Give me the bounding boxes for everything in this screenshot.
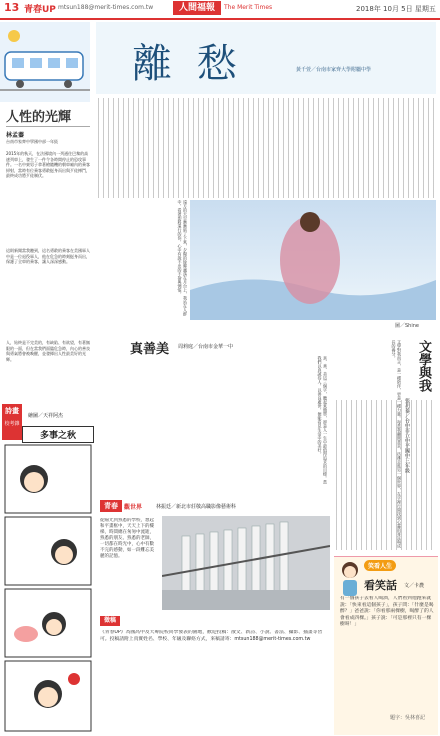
feature-title: 離 愁: [132, 41, 243, 87]
mid-article-author: 周莉庭／台南市金華一中: [178, 344, 234, 350]
photo-feature-caption: 從陽光到熟悉的學校，想起和平畫框中，天天上下的樓梯，時間總在匆匆中流逝，熟悉的朋友、熟悉的老師，一切都在時光中，心中有數不完的感動，如一段難忘美麗的記憶。: [100, 518, 154, 559]
train-icon: [0, 22, 90, 102]
photo-feature-credit: 林振廷／新北市莊敬高職影像藝術科: [156, 504, 237, 510]
section-name: 青春UP: [24, 5, 56, 15]
feature-caption: 圖／Shine: [395, 323, 419, 329]
page-number: 13: [4, 1, 20, 14]
left-article-para1: 2015年的秋天，在法國境內一列通往巴黎的高速列車上，發生了一件令各時間停止的恐攻事件。一名中東男子拿著槍隨機的朝車廂內的乘客掃射，當時有位乘客勇敢挺身而出與歹徒搏鬥，最終成功將歹徒制伏。: [6, 151, 90, 178]
feature-illustration: [190, 200, 436, 320]
issue-date: 2018年 10月 5日 星期五: [356, 5, 436, 13]
comic-credit: 繪圖／天祥阿杰: [28, 413, 64, 419]
notice-body: 《青春UP》為國高中及大專院校同學發表的園地，歡迎投稿：散文、新詩、小說、書法、攝影、插畫等皆可。投稿請附上真實姓名、學校、年級及聯絡方式，來稿請寄：mtsun188@merit-times.com.tw: [100, 630, 323, 642]
train-illustration: [0, 22, 90, 102]
photo-feature-label: 青春: [100, 500, 122, 512]
right-article-columns: [332, 400, 432, 550]
feature-body-columns: [98, 98, 434, 198]
right-article-title: 文學與我: [416, 340, 431, 392]
masthead-logo: 人間福報: [173, 1, 221, 15]
comic-strip: [4, 444, 92, 732]
comic-label-left: 詩畫: [5, 407, 19, 415]
left-article-para2: 這則新聞當我聽到，這名勇敢的乘客在美國軍人中是一位退役軍人，他在危急的時刻挺身而出，保護了全車的乘客，讓人深深感動。: [6, 248, 90, 264]
left-article-title: 人性的光輝: [6, 110, 72, 125]
masthead-english: The Merit Times: [224, 4, 273, 11]
left-article-school: 台南市家齊中學國中部一年級: [6, 139, 58, 144]
comic-label-right: 校考雜: [4, 421, 20, 427]
right-article-author: 張玥蓁／台中市立中平國中三年級: [404, 398, 410, 473]
title-rule: [6, 126, 90, 127]
joke-author: 文／卡農: [404, 583, 425, 589]
right-article-body: 文學對我而言，是一種陪伴，更是一種力量。每當我翻開書頁，彷彿走進另一個世界，在字裡行間找到心靈的寄託與成長的養分。: [391, 340, 402, 548]
notice-label: 徵稿: [100, 616, 120, 626]
photo-stairs: [162, 516, 330, 610]
left-article-para3: 人，始終是不完美的，有缺陷、有欲望，有著無限的一面，但在當我們面臨危急時，內心的善良與勇氣將會被喚醒，並發揮出人性最美好的光輝。: [6, 340, 90, 362]
joke-badge: 笑看人生: [364, 560, 396, 571]
joke-character: [338, 560, 362, 600]
feature-body: 遠方的天空漸漸暗了下來，夕陽的餘暉灑落在月台上，我站在人群中，看著即將遠行的你，心中有說不出的不捨與惆悵。: [177, 200, 188, 316]
comic-title: 多事之秋: [22, 426, 94, 443]
mid-article-body: 真、善、美這三個字，聽起來簡單，卻是人一生中最值得追求的目標。當我們以真誠待人，以善良處世，便能看見生活中的美好。: [317, 356, 328, 484]
mid-article-title: 真善美: [130, 342, 170, 357]
feature-byline: 黃千萱／台南市家齊大學附屬中學: [296, 67, 372, 73]
joke-credit: 題字：吳林喜記: [390, 715, 426, 721]
section-email: mtsun188@merit-times.com.tw: [58, 4, 154, 11]
photo-feature-label2: 觀世界: [124, 504, 143, 511]
left-article-author: 林孟蓁: [6, 132, 25, 139]
joke-body: 有一個孩子去看人喝酒，人們看到他跑來就說：「快來看這個孩子」，孩子問：「什麼是喝醉？」爸爸說：「你看那兩棵樹，喝醉了的人會看成四棵。」孩子說：「可是那裡只有一棵樹呀！」: [340, 596, 434, 627]
joke-title: 看笑話: [364, 579, 397, 592]
